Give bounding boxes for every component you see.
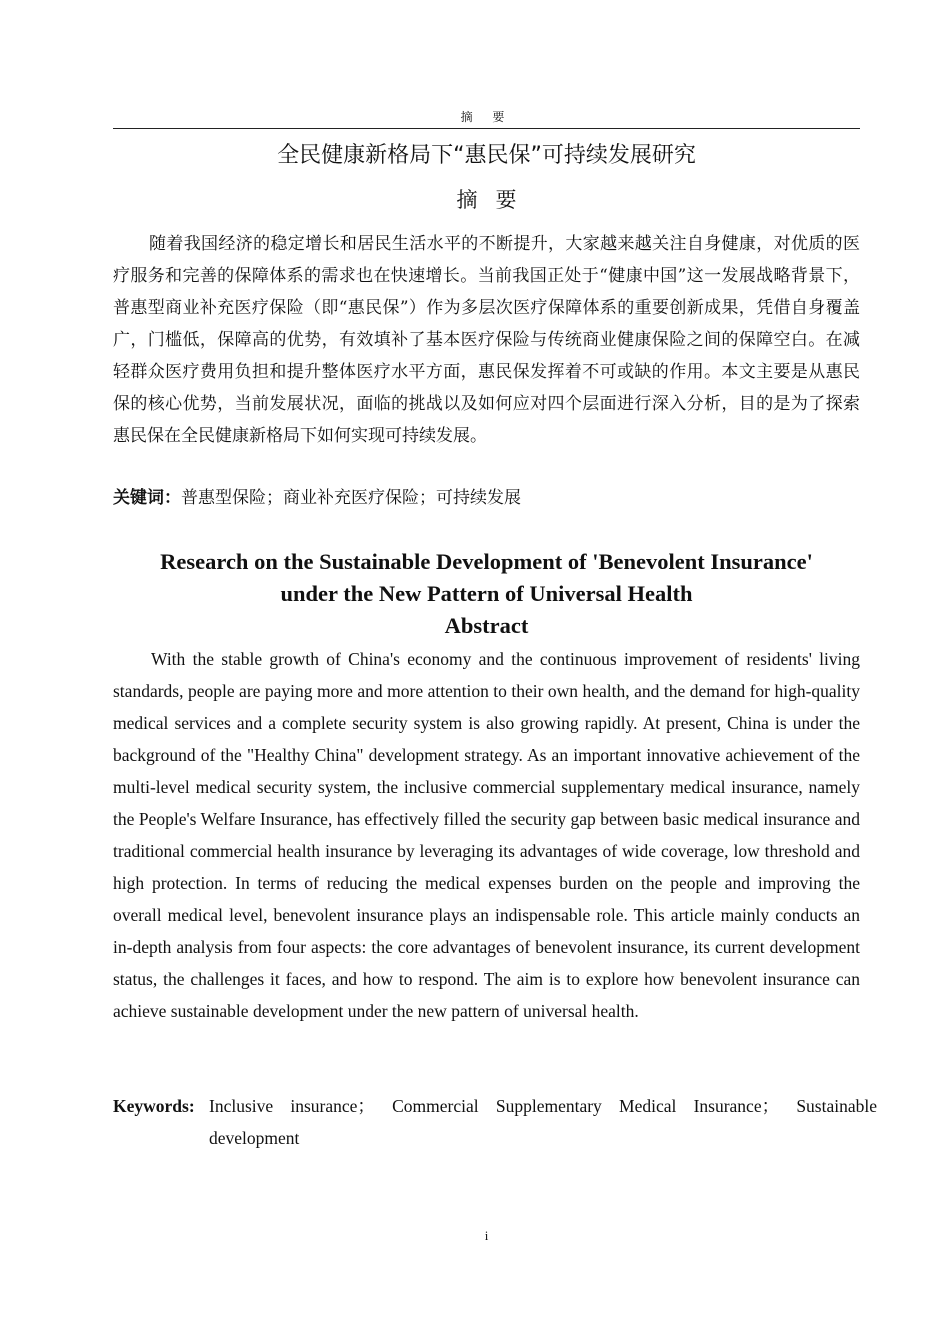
running-header: 摘 要 [460, 110, 513, 124]
english-abstract-heading: Abstract [444, 613, 529, 638]
english-title-line2: under the New Pattern of Universal Health [280, 581, 693, 606]
chinese-abstract-body: 随着我国经济的稳定增长和居民生活水平的不断提升，大家越来越关注自身健康，对优质的医疗服务和完善的保障体系的需求也在快速增长。当前我国正处于“健康中国”这一发展战略背景下，普惠型商业补充医疗保险（即“惠民保”）作为多层次医疗保障体系的重要创新成果，凭借自身覆盖广，门槛低，保障高的优势，有效填补了基本医疗保险与传统商业健康保险之间的保障空白。在减轻群众医疗费用负担和提升整体医疗水平方面，惠民保发挥着不可或缺的作用。本文主要是从惠民保的核心优势，当前发展状况，面临的挑战以及如何应对四个层面进行深入分析，目的是为了探索惠民保在全民健康新格局下如何实现可持续发展。 [113, 234, 860, 446]
english-abstract-body: With the stable growth of China's economy and the continuous improvement of residents' living standards, people are paying more and more attention to their own health, and the demand for high-quality medical services and a complete security system is also growing rapidly. At present, China is under the background of the "Healthy China" development strategy. As an important innovative achievement of the multi-level medical security system, the inclusive commercial supplementary medical insurance, namely the People's Welfare Insurance, has effectively filled the security gap between basic medical insurance and traditional commercial health insurance by leveraging its advantages of wide coverage, low threshold and high protection. In terms of reducing the medical expenses burden on the people and improving the overall medical level, benevolent insurance plays an indispensable role. This article mainly conducts an in-depth analysis from four aspects: the core advantages of benevolent insurance, its current development status, the challenges it faces, and how to respond. The aim is to explore how benevolent insurance can achieve sustainable development under the new pattern of universal health. [113, 649, 860, 1021]
chinese-title: 全民健康新格局下“惠民保”可持续发展研究 [277, 143, 696, 168]
english-keywords-value: Inclusive insurance； Commercial Supplementary Medical Insurance； Sustainable development [209, 1096, 877, 1148]
chinese-abstract-heading: 摘要 [456, 188, 535, 212]
english-keywords [113, 1090, 877, 1154]
chinese-keywords-label: 关键词： [113, 488, 181, 508]
english-keywords-label: Keywords: [113, 1096, 195, 1116]
english-title [113, 546, 860, 610]
header-rule [113, 128, 860, 129]
page-number: i [484, 1228, 489, 1243]
chinese-keywords [113, 482, 860, 514]
english-title-line1: Research on the Sustainable Development of 'Benevolent Insurance' [160, 549, 813, 574]
chinese-keywords-value: 普惠型保险；商业补充医疗保险；可持续发展 [181, 488, 521, 508]
